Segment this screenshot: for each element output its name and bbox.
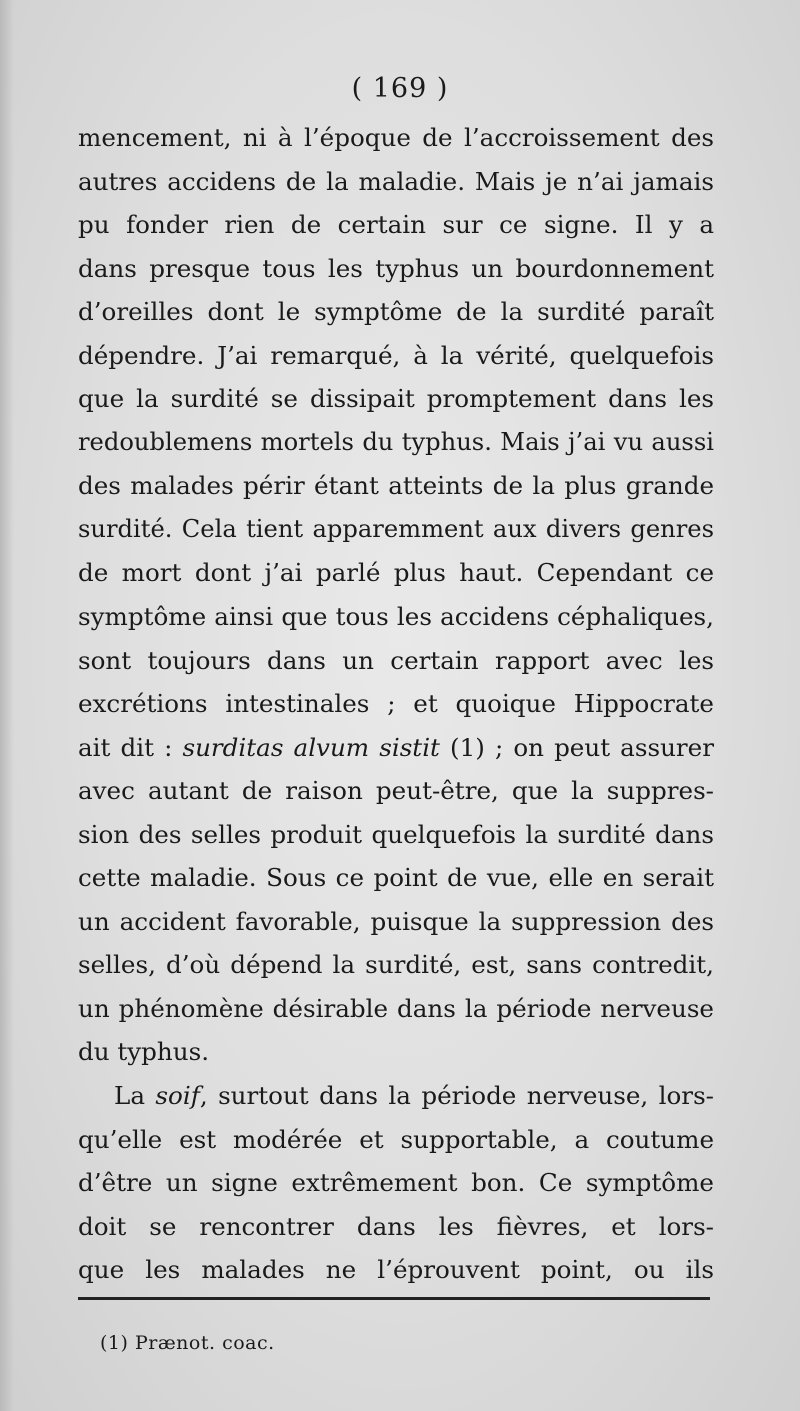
text-segment: ait dit :: [78, 732, 183, 762]
page-number: ( 169 ): [351, 73, 449, 104]
text-line: un accident favorable, puisque la suppression des: [78, 906, 714, 936]
text-line: pu fonder rien de certain sur ce signe. Il y a: [78, 210, 714, 240]
text-line: sont toujours dans un certain rapport avec les: [78, 645, 714, 675]
text-line: doit se rencontrer dans les fièvres, et lors-: [78, 1211, 714, 1241]
text-line: que la surdité se dissipait promptement dans les: [78, 384, 714, 414]
text-line-with-citation: [78, 726, 714, 770]
text-line: d’être un signe extrêmement bon. Ce symptôme: [78, 1168, 714, 1198]
text-line: dans presque tous les typhus un bourdonnement: [78, 253, 714, 283]
text-line: surdité. Cela tient apparemment aux divers genres: [78, 514, 714, 543]
text-line: avec autant de raison peut-être, que la suppres-: [78, 776, 714, 806]
text-line: redoublemens mortels du typhus. Mais j’ai vu aussi: [78, 427, 714, 456]
text-line: dépendre. J’ai remarqué, à la vérité, quelquefois: [78, 340, 714, 370]
italic-term: soif: [155, 1081, 200, 1111]
text-segment: , surtout dans la période nerveuse, lors-: [199, 1081, 714, 1111]
text-segment: La: [114, 1081, 156, 1111]
text-line: excrétions intestinales ; et quoique Hippocrate: [78, 689, 714, 719]
footnote: (1) Prænot. coac.: [100, 1332, 275, 1354]
latin-quote: surditas alvum sistit: [182, 732, 440, 762]
text-line: autres accidens de la maladie. Mais je n’ai jamais: [78, 166, 714, 196]
text-line: un phénomène désirable dans la période nerveuse: [78, 993, 714, 1023]
text-line: selles, d’où dépend la surdité, est, sans contredit,: [78, 950, 714, 980]
text-segment: (1) ; on peut assurer: [439, 732, 714, 762]
text-line: qu’elle est modérée et supportable, a coutume: [78, 1124, 714, 1154]
text-line: cette maladie. Sous ce point de vue, elle en serait: [78, 863, 714, 893]
text-line: des malades périr étant atteints de la plus grande: [78, 471, 714, 501]
text-line: mencement, ni à l’époque de l’accroissement des: [78, 123, 714, 152]
footnote-rule: [78, 1297, 710, 1300]
body-text: [78, 116, 714, 1292]
text-line: sion des selles produit quelquefois la surdité dans: [78, 819, 714, 849]
paragraph-start-line: [78, 1074, 714, 1118]
paragraph-end-line: du typhus.: [78, 1037, 210, 1067]
text-line: de mort dont j’ai parlé plus haut. Cependant ce: [78, 558, 714, 588]
text-line: d’oreilles dont le symptôme de la surdité paraît: [78, 297, 714, 327]
text-line: que les malades ne l’éprouvent point, ou ils: [78, 1255, 714, 1285]
text-line: symptôme ainsi que tous les accidens céphaliques,: [78, 602, 714, 632]
